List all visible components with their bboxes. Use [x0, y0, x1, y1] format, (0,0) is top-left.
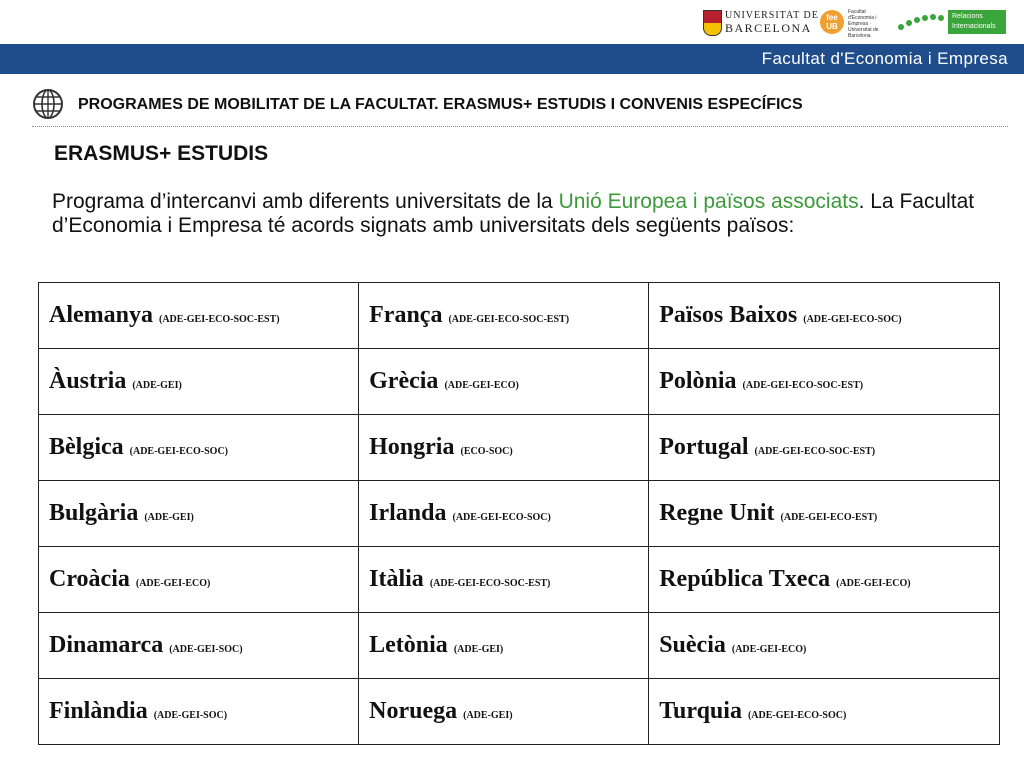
country-programs: (ADE-GEI-ECO-SOC) [452, 512, 551, 523]
country-programs: (ADE-GEI) [463, 710, 513, 721]
country-name: Bulgària [49, 500, 139, 526]
country-name: Bèlgica [49, 434, 124, 460]
country-name: Croàcia [49, 566, 130, 592]
country-programs: (ADE-GEI-ECO-SOC) [129, 446, 228, 457]
country-cell [39, 283, 359, 349]
country-programs: (ADE-GEI) [132, 380, 182, 391]
country-cell [359, 679, 649, 745]
country-cell [39, 349, 359, 415]
country-name: Letònia [369, 632, 448, 658]
country-name: Àustria [49, 368, 127, 394]
country-name: Portugal [659, 434, 749, 460]
table-row [39, 415, 1000, 481]
country-programs: (ADE-GEI-ECO-SOC-EST) [159, 314, 280, 325]
country-cell [39, 613, 359, 679]
faculty-banner [0, 44, 1024, 74]
country-name: França [369, 302, 443, 328]
country-cell [39, 415, 359, 481]
divider [32, 126, 1008, 127]
relacions-internacionals-logo[interactable]: Relacions Internacionals [948, 10, 1006, 34]
university-logo[interactable]: UNIVERSITAT DE BARCELONA [725, 10, 819, 35]
country-programs: (ADE-GEI-ECO-SOC-EST) [742, 380, 864, 391]
table-row [39, 481, 1000, 547]
intro-text-start: Programa d’intercanvi amb diferents universitats de la [52, 190, 559, 213]
country-name: Irlanda [369, 500, 447, 526]
country-cell [359, 613, 649, 679]
country-programs: (ADE-GEI-ECO-SOC-EST) [429, 578, 551, 589]
globe-icon [32, 88, 64, 120]
country-programs: (ADE-GEI-ECO-SOC-EST) [754, 446, 876, 457]
table-row [39, 613, 1000, 679]
country-name: Noruega [369, 698, 458, 724]
country-name: Finlàndia [49, 698, 148, 724]
country-cell [649, 415, 1000, 481]
country-programs: (ADE-GEI-ECO-EST) [780, 512, 878, 523]
table-row [39, 547, 1000, 613]
country-programs: (ADE-GEI-ECO) [135, 578, 211, 589]
section-subtitle: ERASMUS+ ESTUDIS [54, 142, 269, 165]
country-programs: (ADE-GEI-ECO-SOC) [803, 314, 902, 325]
country-name: Itàlia [369, 566, 424, 592]
dots-logo-icon [898, 14, 946, 34]
country-name: Suècia [659, 632, 726, 658]
country-name: Polònia [659, 368, 737, 394]
country-name: República Txeca [659, 566, 831, 592]
intro-paragraph [52, 190, 1002, 238]
table-row [39, 283, 1000, 349]
fee-ub-logo[interactable]: fee UB [820, 10, 844, 34]
country-name: Grècia [369, 368, 439, 394]
country-name: Dinamarca [49, 632, 164, 658]
country-programs: (ADE-GEI) [144, 512, 194, 523]
country-cell [649, 547, 1000, 613]
country-cell [359, 415, 649, 481]
country-cell [39, 679, 359, 745]
table-row [39, 349, 1000, 415]
country-programs: (ECO-SOC) [460, 446, 513, 457]
university-crest-icon [703, 10, 722, 36]
country-cell [649, 679, 1000, 745]
country-cell [359, 349, 649, 415]
country-programs: (ADE-GEI-ECO) [731, 644, 807, 655]
banner-title: Facultat d'Economia i Empresa [761, 49, 1008, 68]
country-cell [649, 283, 1000, 349]
intro-text-end: . La Facultat d’Economia i Empresa té acords signats amb universitats dels següents països: [52, 190, 975, 237]
page-title: PROGRAMES DE MOBILITAT DE LA FACULTAT. ERASMUS+ ESTUDIS I CONVENIS ESPECÍFICS [78, 96, 803, 113]
fee-logo-text: Facultat d'Economia i Empresa · Universitat de Barcelona [848, 9, 879, 39]
country-name: Països Baixos [659, 302, 798, 328]
country-cell [39, 481, 359, 547]
country-name: Alemanya [49, 302, 153, 328]
country-name: Hongria [369, 434, 455, 460]
country-cell [39, 547, 359, 613]
country-name: Regne Unit [659, 500, 775, 526]
country-cell [649, 481, 1000, 547]
country-programs: (ADE-GEI-SOC) [169, 644, 243, 655]
country-cell [359, 547, 649, 613]
country-cell [359, 283, 649, 349]
header-logos [700, 6, 1016, 40]
country-programs: (ADE-GEI-ECO) [836, 578, 911, 589]
country-programs: (ADE-GEI) [453, 644, 504, 655]
country-name: Turquia [659, 698, 742, 724]
country-cell [649, 613, 1000, 679]
country-cell [359, 481, 649, 547]
country-programs: (ADE-GEI-SOC) [153, 710, 228, 721]
intro-highlight: Unió Europea i països associats [558, 190, 859, 213]
country-cell [649, 349, 1000, 415]
country-programs: (ADE-GEI-ECO) [444, 380, 519, 391]
country-table [38, 282, 1000, 745]
country-programs: (ADE-GEI-ECO-SOC) [747, 710, 847, 721]
table-row [39, 679, 1000, 745]
country-programs: (ADE-GEI-ECO-SOC-EST) [448, 314, 570, 325]
